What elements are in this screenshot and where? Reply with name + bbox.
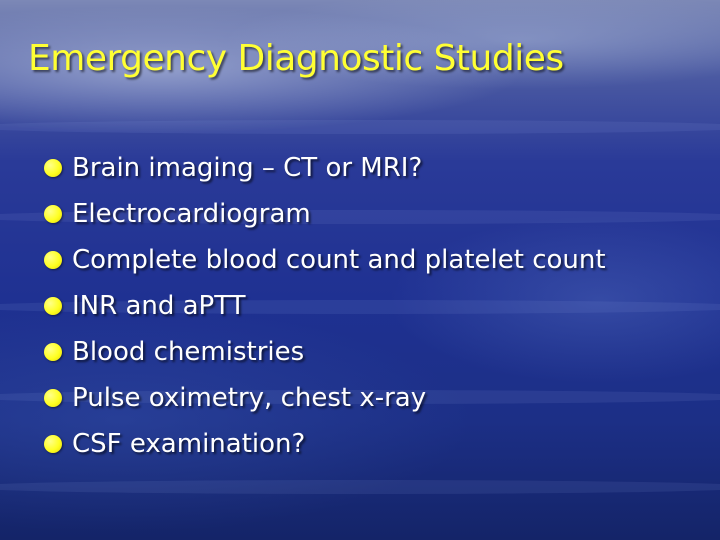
bullet-item-electrocardiogram: [44, 191, 606, 237]
bullet-dot-icon: [44, 297, 62, 315]
bullet-dot-icon: [44, 389, 62, 407]
bullet-item-blood-chemistries: [44, 329, 606, 375]
bullet-dot-icon: [44, 251, 62, 269]
bullet-text: Pulse oximetry, chest x-ray: [72, 383, 427, 413]
bullet-item-csf-examination: [44, 421, 606, 467]
bullet-text: Blood chemistries: [72, 337, 305, 367]
bullet-dot-icon: [44, 343, 62, 361]
bullet-item-blood-count: [44, 237, 606, 283]
bullet-text: INR and aPTT: [72, 291, 246, 321]
bullet-dot-icon: [44, 205, 62, 223]
background-wave: [0, 480, 720, 494]
slide-title: Emergency Diagnostic Studies: [28, 38, 564, 79]
bullet-dot-icon: [44, 159, 62, 177]
bullet-text: Brain imaging – CT or MRI?: [72, 153, 423, 183]
bullet-text: CSF examination?: [72, 429, 306, 459]
bullet-text: Complete blood count and platelet count: [72, 245, 606, 275]
bullet-dot-icon: [44, 435, 62, 453]
bullet-item-brain-imaging: [44, 145, 606, 191]
background-wave: [0, 120, 720, 134]
bullet-list: [44, 145, 606, 467]
bullet-text: Electrocardiogram: [72, 199, 311, 229]
bullet-item-inr-aptt: [44, 283, 606, 329]
bullet-item-pulse-oximetry: [44, 375, 606, 421]
